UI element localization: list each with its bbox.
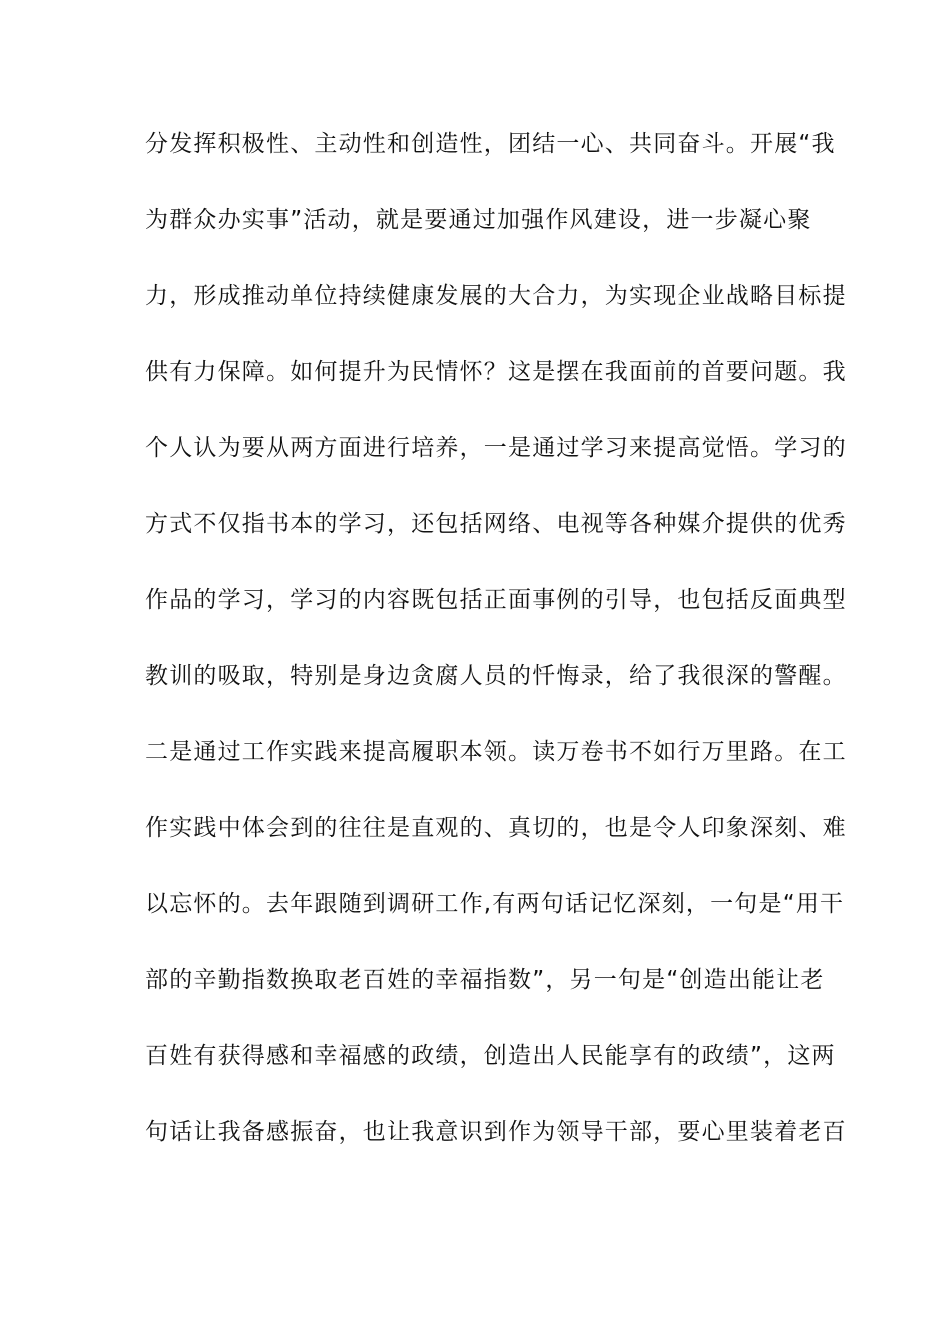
text-line: 教训的吸取，特别是身边贪腐人员的忏悔录，给了我很深的警醒。 [145, 663, 847, 689]
text-line: 作实践中体会到的往往是直观的、真切的，也是令人印象深刻、难 [145, 815, 847, 841]
text-line: 以忘怀的。去年跟随到调研工作,有两句话记忆深刻，一句是“用干 [145, 891, 845, 917]
text-line: 个人认为要从两方面进行培养，一是通过学习来提高觉悟。学习的 [145, 435, 847, 461]
text-line: 句话让我备感振奋，也让我意识到作为领导干部，要心里装着老百 [145, 1119, 847, 1145]
text-line: 作品的学习，学习的内容既包括正面事例的引导，也包括反面典型 [145, 587, 847, 613]
text-line: 为群众办实事”活动，就是要通过加强作风建设，进一步凝心聚 [145, 207, 812, 233]
text-line: 分发挥积极性、主动性和创造性，团结一心、共同奋斗。开展“我 [145, 131, 836, 157]
text-line: 二是通过工作实践来提高履职本领。读万卷书不如行万里路。在工 [145, 739, 847, 765]
text-line: 部的辛勤指数换取老百姓的幸福指数”，另一句是“创造出能让老 [145, 967, 825, 993]
text-line: 百姓有获得感和幸福感的政绩，创造出人民能享有的政绩”，这两 [145, 1043, 836, 1069]
text-line: 力，形成推动单位持续健康发展的大合力，为实现企业战略目标提 [145, 283, 847, 309]
text-line: 方式不仅指书本的学习，还包括网络、电视等各种媒介提供的优秀 [145, 511, 847, 537]
text-line: 供有力保障。如何提升为民情怀？这是摆在我面前的首要问题。我 [145, 359, 847, 385]
